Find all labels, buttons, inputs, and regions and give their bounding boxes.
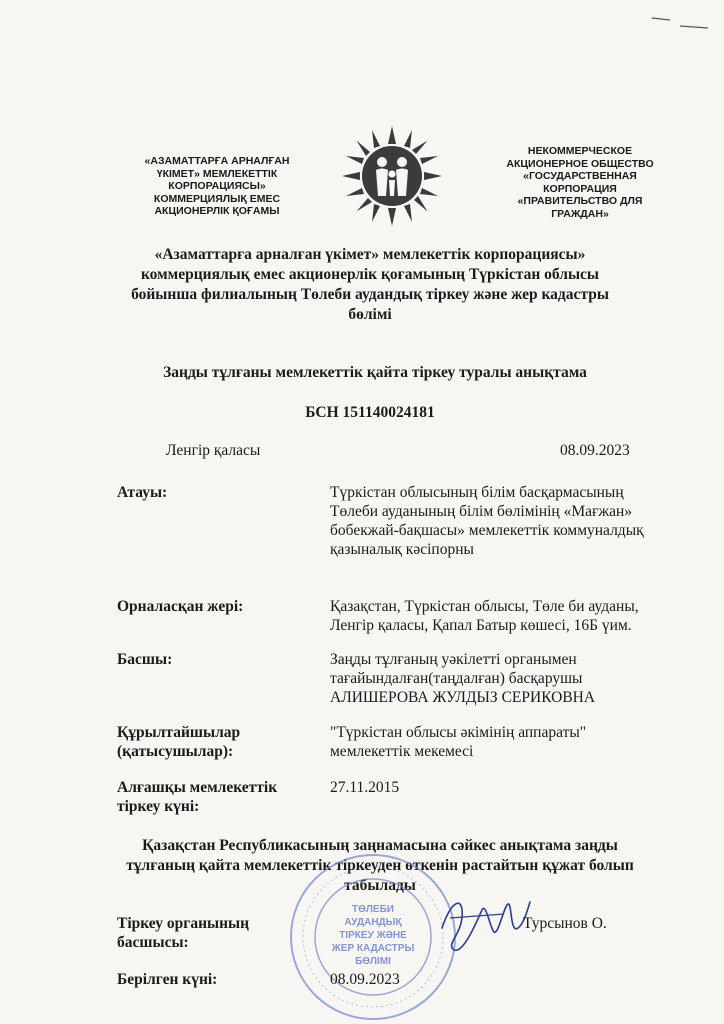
value-line: Қазақстан, Түркістан облысы, Төле би ауданы, — [330, 598, 639, 615]
label-line: Орналасқан жері: — [117, 598, 244, 615]
stamp-line: БӨЛІМІ — [355, 956, 391, 967]
label-location — [117, 597, 317, 616]
value-line: қазыналық кәсіпорны — [330, 541, 474, 558]
header-left-line: «АЗАМАТТАРҒА АРНАЛҒАН — [144, 155, 290, 167]
header-left-line: АКЦИОНЕРЛІК ҚОҒАМЫ — [154, 205, 280, 217]
header-right-line: НЕКОММЕРЧЕСКОЕ — [527, 145, 633, 157]
title-line: коммерциялық емес акционерлік қоғамының Түркістан облысы — [140, 266, 600, 283]
value-name — [330, 483, 700, 559]
value-line: Заңды тұлғаның уәкілетті органымен — [330, 651, 577, 668]
label-founders — [117, 723, 317, 761]
label-line: Атауы: — [117, 484, 168, 501]
issue-date-top: 08.09.2023 — [560, 442, 630, 459]
header-right-line: КОРПОРАЦИЯ — [543, 182, 617, 195]
label-line: Құрылтайшылар — [117, 724, 241, 741]
stamp-line: АУДАНДЫҚ — [344, 917, 402, 928]
label-registrar — [117, 914, 317, 952]
value-founders — [330, 723, 700, 761]
closing-line: табылады — [344, 877, 416, 894]
issue-date-bottom: 08.09.2023 — [330, 971, 400, 988]
label-name — [117, 483, 317, 502]
stamp-line: ЖЕР КАДАСТРЫ — [331, 943, 415, 954]
value-line: бобекжай-бақшасы» мемлекеттік коммуналдық — [330, 522, 644, 539]
header-right-line: АКЦИОНЕРНОЕ ОБЩЕСТВО — [506, 157, 654, 170]
label-first-registration — [117, 778, 317, 816]
closing-line: тұлғаның қайта мемлекеттік тіркеуден өткенін растайтын құжат болып — [126, 857, 634, 874]
closing-line: Қазақстан Республикасының заңнамасына сәйкес анықтама заңды — [142, 837, 618, 854]
title-line: «Азаматтарға арналған үкімет» мемлекеттік корпорациясы» — [154, 246, 586, 263]
header-right-line: ГРАЖДАН» — [551, 207, 609, 220]
value-line: мемлекеттік мекемесі — [330, 743, 474, 760]
value-line: Түркістан облысының білім басқармасының — [330, 484, 624, 501]
value-first-registration — [330, 778, 700, 797]
label-line: Басшы: — [117, 651, 173, 668]
value-line: Төлеби ауданының білім бөлімінің «Мағжан» — [330, 503, 632, 520]
label-line: Алғашқы мемлекеттік — [117, 779, 278, 796]
header-left-line: КОРПОРАЦИЯСЫ» — [168, 180, 266, 192]
stamp-line: ТӨЛЕБИ — [352, 904, 394, 915]
corner-mark — [650, 12, 710, 32]
registrar-name: Турсынов О. — [523, 915, 607, 932]
signature — [434, 888, 534, 958]
label-line: (қатысушылар): — [117, 743, 234, 760]
sun-family-logo-icon — [340, 124, 444, 228]
value-line: тағайындалған(таңдалған) басқарушы — [330, 670, 583, 687]
label-head — [117, 650, 317, 669]
header-right-org-ru — [480, 145, 680, 220]
label-line: басшысы: — [117, 934, 189, 951]
bin-number: БСН 151140024181 — [305, 404, 435, 421]
label-line: тіркеу күні: — [117, 798, 200, 815]
title-line: бөлімі — [348, 306, 392, 323]
value-line: "Түркістан облысы әкімінің аппараты" — [330, 724, 587, 741]
document-title — [120, 245, 620, 325]
value-line: 27.11.2015 — [330, 779, 400, 796]
document-subtitle: Заңды тұлғаны мемлекеттік қайта тіркеу туралы анықтама — [163, 364, 587, 381]
issue-city: Ленгір қаласы — [166, 442, 261, 459]
title-line: бойынша филиалының Төлеби аудандық тіркеу және жер кадастры — [131, 286, 609, 303]
header-right-line: «ПРАВИТЕЛЬСТВО ДЛЯ — [517, 195, 643, 207]
value-location — [330, 597, 700, 635]
label-line: Тіркеу органының — [117, 915, 250, 932]
header-left-line: КОММЕРЦИЯЛЫҚ ЕМЕС — [153, 192, 281, 205]
value-line: Ленгір қаласы, Қапал Батыр көшесі, 16Б үим. — [330, 617, 632, 634]
header-left-org-kz — [112, 155, 322, 218]
value-head — [330, 650, 700, 707]
value-line: АЛИШЕРОВА ЖУЛДЫЗ СЕРИКОВНА — [330, 689, 596, 706]
header-right-line: «ГОСУДАРСТВЕННАЯ — [523, 170, 637, 182]
header-left-line: ҮКІМЕТ» МЕМЛЕКЕТТІК — [156, 167, 278, 180]
label-issue-date: Берілген күні: — [117, 971, 218, 988]
stamp-line: ТІРКЕУ ЖӘНЕ — [339, 930, 407, 941]
